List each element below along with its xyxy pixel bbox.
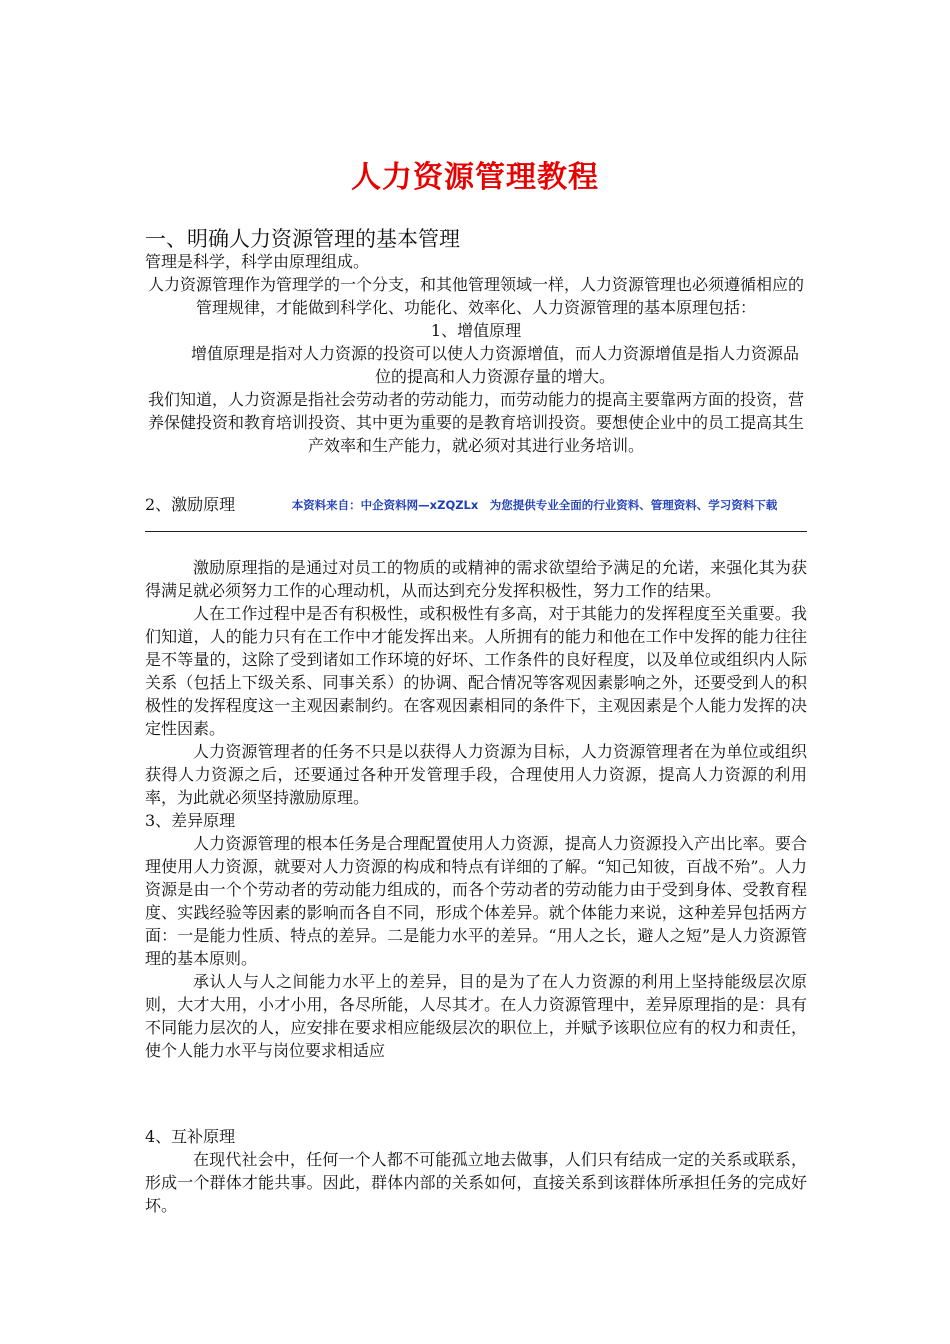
principle-4-block bbox=[145, 1125, 807, 1217]
principle-heading-2: 2、激励原理 bbox=[145, 495, 236, 514]
source-notice: 本资料来自：中企资料网—xZQZLx 为您提供专业全面的行业资料、管理资料、学习资料下载 bbox=[291, 498, 778, 512]
principle-heading-4: 4、互补原理 bbox=[145, 1127, 236, 1146]
intro-paragraph: 人力资源管理作为管理学的一个分支，和其他管理领域一样，人力资源管理也必须遵循相应的管理规律，才能做到科学化、功能化、效率化、人力资源管理的基本原理包括： bbox=[148, 275, 805, 317]
section-heading: 一、明确人力资源管理的基本管理 bbox=[145, 227, 460, 251]
principle-2-paragraph-1: 激励原理指的是通过对员工的物质的或精神的需求欲望给予满足的允诺，来强化其为获得满足就必须努力工作的心理动机，从而达到充分发挥积极性，努力工作的结果。 bbox=[145, 558, 807, 600]
principle-2-paragraph-3: 人力资源管理者的任务不只是以获得人力资源为目标，人力资源管理者在为单位或组织获得人力资源之后，还要通过各种开发管理手段，合理使用人力资源，提高人力资源的利用率，为此就必须坚持激励原理。 bbox=[145, 742, 807, 807]
principle-1-paragraph-2: 我们知道，人力资源是指社会劳动者的劳动能力，而劳动能力的提高主要靠两方面的投资，营养保健投资和教育培训投资、其中更为重要的是教育培训投资。要想使企业中的员工提高其生产效率和生产能力，就必须对其进行业务培训。 bbox=[147, 390, 804, 455]
principle-heading-1: 1、增值原理 bbox=[430, 321, 522, 340]
document-title: 人力资源管理教程 bbox=[351, 160, 599, 195]
principle-3-paragraph-1: 人力资源管理的根本任务是合理配置使用人力资源，提高人力资源投入产出比率。要合理使用人力资源，就要对人力资源的构成和特点有详细的了解。“知己知彼，百战不殆”。人力资源是由一个个劳动者的劳动能力组成的，而各个劳动者的劳动能力由于受到身体、受教育程度、实践经验等因素的影响而各自不同，形成个体差异。就个体能力来说，这种差异包括两方面：一是能力性质、特点的差异。二是能力水平的差异。“用人之长，避人之短”是人力资源管理的基本原则。 bbox=[145, 834, 807, 968]
principle-3-paragraph-2: 承认人与人之间能力水平上的差异，目的是为了在人力资源的利用上坚持能级层次原则，大才大用，小才小用，各尽所能，人尽其才。在人力资源管理中，差异原理指的是：具有不同能力层次的人，应安排在要求相应能级层次的职位上，并赋予该职位应有的权力和责任，使个人能力水平与岗位要求相适应 bbox=[145, 972, 807, 1060]
principle-heading-3: 3、差异原理 bbox=[145, 811, 236, 830]
divider-line bbox=[145, 531, 807, 532]
principle-1-paragraph-1: 增值原理是指对人力资源的投资可以使人力资源增值，而人力资源增值是指人力资源品位的提高和人力资源存量的增大。 bbox=[190, 344, 799, 386]
principle-2-block bbox=[145, 556, 807, 1062]
principle-4-paragraph-1: 在现代社会中，任何一个人都不可能孤立地去做事，人们只有结成一定的关系或联系，形成一个群体才能共事。因此，群体内部的关系如何，直接关系到该群体所承担任务的完成好坏。 bbox=[145, 1150, 807, 1215]
intro-block bbox=[145, 250, 807, 457]
principle-2-paragraph-2: 人在工作过程中是否有积极性，或积极性有多高，对于其能力的发挥程度至关重要。我们知道，人的能力只有在工作中才能发挥出来。人所拥有的能力和他在工作中发挥的能力往往是不等量的，这除了受到诸如工作环境的好坏、工作条件的良好程度，以及单位或组织内人际关系（包括上下级关系、同事关系）的协调、配合情况等客观因素影响之外，还要受到人的积极性的发挥程度这一主观因素制约。在客观因素相同的条件下，主观因素是个人能力发挥的决定性因素。 bbox=[145, 604, 807, 738]
principle-heading-2-wrap bbox=[145, 493, 235, 516]
intro-line: 管理是科学，科学由原理组成。 bbox=[145, 252, 370, 271]
